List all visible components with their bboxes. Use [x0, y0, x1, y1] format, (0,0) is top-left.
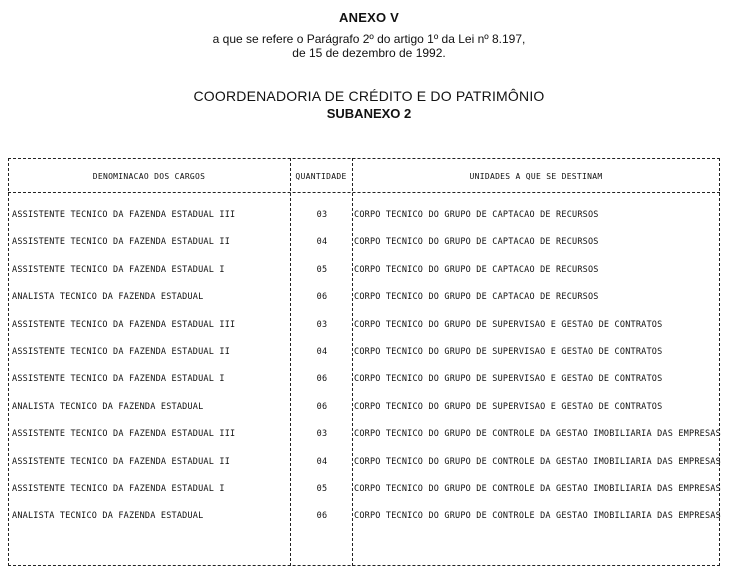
table-top-rule: [8, 158, 720, 159]
quantidade-cell: 06: [316, 401, 328, 412]
quantidade-cell: 03: [316, 210, 328, 220]
quantidade-cell: 06: [316, 511, 328, 522]
unidade-cell: CORPO TECNICO DO GRUPO DE CONTROLE DA GESTAO IMOBILIARIA DAS EMPRESAS: [354, 511, 721, 522]
table-row: [8, 457, 720, 475]
unidade-cell: CORPO TECNICO DO GRUPO DE SUPERVISAO E GESTAO DE CONTRATOS: [354, 374, 663, 385]
table-row: [8, 320, 720, 338]
table-bottom-rule: [8, 565, 720, 566]
quantidade-cell: 04: [316, 456, 328, 467]
unidade-cell: CORPO TECNICO DO GRUPO DE SUPERVISAO E GESTAO DE CONTRATOS: [354, 347, 663, 357]
unidade-cell: CORPO TECNICO DO GRUPO DE SUPERVISAO E GESTAO DE CONTRATOS: [354, 401, 663, 412]
unidade-cell: CORPO TECNICO DO GRUPO DE SUPERVISAO E GESTAO DE CONTRATOS: [354, 319, 663, 330]
cargo-cell: ASSISTENTE TECNICO DA FAZENDA ESTADUAL I: [12, 264, 225, 275]
organization-title: COORDENADORIA DE CRÉDITO E DO PATRIMÔNIO: [193, 88, 545, 104]
quantidade-cell: 06: [316, 292, 328, 303]
annex-subtitle-line-2: de 15 de dezembro de 1992.: [292, 46, 446, 60]
table-row: [8, 292, 720, 310]
unidade-cell: CORPO TECNICO DO GRUPO DE CAPTACAO DE RECURSOS: [354, 292, 599, 303]
unidade-cell: CORPO TECNICO DO GRUPO DE CONTROLE DA GESTAO IMOBILIARIA DAS EMPRESAS: [354, 429, 721, 440]
cargo-cell: ASSISTENTE TECNICO DA FAZENDA ESTADUAL II: [12, 237, 231, 248]
header-unidades: UNIDADES A QUE SE DESTINAM: [469, 172, 603, 181]
table-row: [8, 265, 720, 283]
quantidade-cell: 05: [316, 484, 328, 494]
cargo-cell: ASSISTENTE TECNICO DA FAZENDA ESTADUAL II: [12, 347, 231, 357]
subannex-title: SUBANEXO 2: [326, 106, 412, 121]
header-quantidade: QUANTIDADE: [295, 172, 347, 181]
unidade-cell: CORPO TECNICO DO GRUPO DE CAPTACAO DE RECURSOS: [354, 237, 599, 248]
quantidade-cell: 04: [316, 237, 328, 248]
header-cargos: DENOMINACAO DOS CARGOS: [92, 172, 206, 181]
annex-subtitle-line-1: a que se refere o Parágrafo 2º do artigo 1º da Lei nº 8.197,: [212, 32, 526, 46]
table-row: [8, 237, 720, 255]
quantidade-cell: 03: [316, 319, 328, 330]
table-row: [8, 484, 720, 502]
cargo-cell: ANALISTA TECNICO DA FAZENDA ESTADUAL: [12, 401, 204, 412]
quantidade-cell: 05: [316, 264, 328, 275]
table-row: [8, 347, 720, 365]
cargo-cell: ASSISTENTE TECNICO DA FAZENDA ESTADUAL I: [12, 484, 225, 494]
table-header-rule: [8, 192, 720, 193]
cargo-cell: ASSISTENTE TECNICO DA FAZENDA ESTADUAL I: [12, 374, 225, 385]
cargo-cell: ASSISTENTE TECNICO DA FAZENDA ESTADUAL II: [12, 456, 231, 467]
cargo-cell: ASSISTENTE TECNICO DA FAZENDA ESTADUAL III: [12, 429, 236, 440]
positions-table: [8, 158, 720, 566]
unidade-cell: CORPO TECNICO DO GRUPO DE CAPTACAO DE RECURSOS: [354, 210, 599, 220]
cargo-cell: ASSISTENTE TECNICO DA FAZENDA ESTADUAL III: [12, 319, 236, 330]
unidade-cell: CORPO TECNICO DO GRUPO DE CONTROLE DA GESTAO IMOBILIARIA DAS EMPRESAS: [354, 484, 721, 494]
table-row: [8, 210, 720, 228]
table-row: [8, 429, 720, 447]
table-row: [8, 402, 720, 420]
cargo-cell: ANALISTA TECNICO DA FAZENDA ESTADUAL: [12, 292, 204, 303]
table-row: [8, 374, 720, 392]
table-row: [8, 511, 720, 529]
quantidade-cell: 03: [316, 429, 328, 440]
cargo-cell: ANALISTA TECNICO DA FAZENDA ESTADUAL: [12, 511, 204, 522]
annex-title: ANEXO V: [339, 10, 399, 25]
quantidade-cell: 06: [316, 374, 328, 385]
unidade-cell: CORPO TECNICO DO GRUPO DE CAPTACAO DE RECURSOS: [354, 264, 599, 275]
quantidade-cell: 04: [316, 347, 328, 357]
unidade-cell: CORPO TECNICO DO GRUPO DE CONTROLE DA GESTAO IMOBILIARIA DAS EMPRESAS: [354, 456, 721, 467]
cargo-cell: ASSISTENTE TECNICO DA FAZENDA ESTADUAL III: [12, 210, 236, 220]
